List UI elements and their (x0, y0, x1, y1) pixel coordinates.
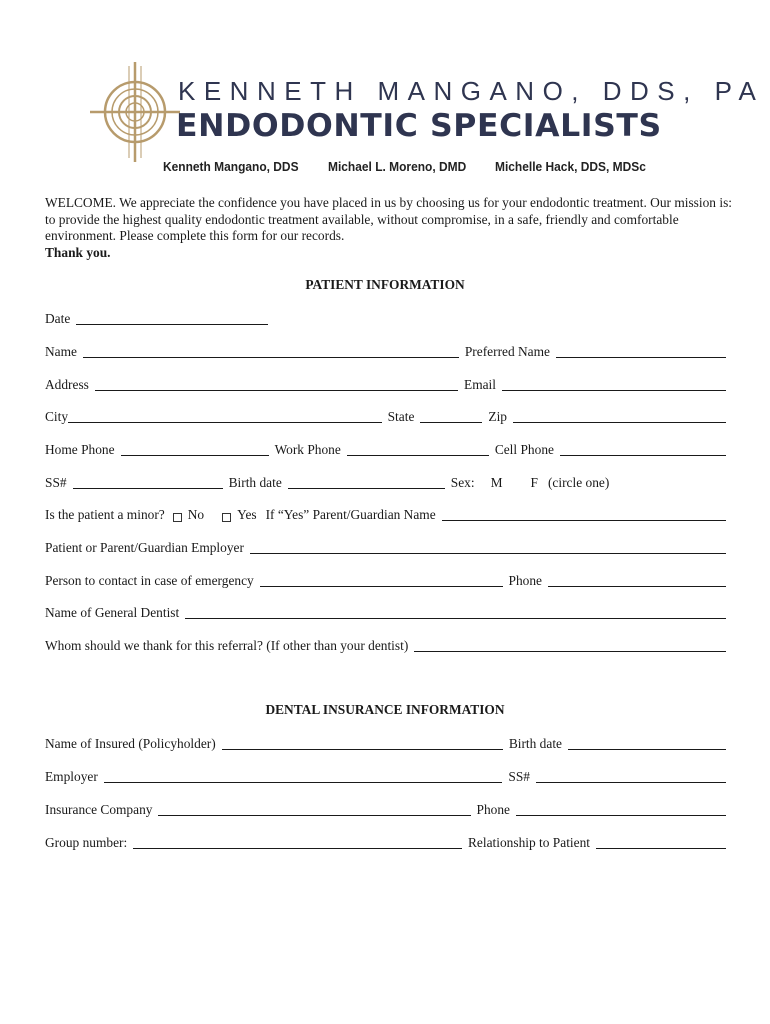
phone-row (45, 440, 726, 458)
circle-one-note: (circle one) (547, 475, 610, 490)
emergency-label: Person to contact in case of emergency (45, 573, 254, 588)
thank-you-text: Thank you. (45, 244, 111, 260)
doctor-list (0, 159, 770, 177)
ss-row (45, 473, 726, 491)
insured-birth-date-label: Birth date (508, 736, 562, 751)
relationship-label: Relationship to Patient (468, 835, 590, 850)
minor-row (45, 505, 726, 523)
patient-info-heading: PATIENT INFORMATION (305, 277, 465, 292)
general-dentist-label: Name of General Dentist (45, 605, 180, 620)
insured-employer-row (45, 767, 726, 785)
email-label: Email (464, 377, 496, 392)
referral-field[interactable] (414, 638, 726, 652)
group-number-row (45, 833, 726, 851)
minor-yes-checkbox[interactable] (222, 513, 231, 522)
emergency-phone-field[interactable] (548, 573, 726, 587)
address-row (45, 375, 726, 393)
insurance-info-heading: DENTAL INSURANCE INFORMATION (265, 702, 505, 717)
insured-ss-field[interactable] (536, 769, 726, 783)
work-phone-field[interactable] (347, 442, 489, 456)
referral-label: Whom should we thank for this referral? (If other than your dentist) (45, 638, 409, 653)
doctor-name: Kenneth Mangano, DDS (163, 159, 299, 174)
name-row (45, 342, 726, 360)
minor-no-label: No (187, 507, 205, 522)
emergency-field[interactable] (260, 573, 503, 587)
date-field[interactable] (76, 311, 268, 325)
insurance-phone-field[interactable] (516, 802, 726, 816)
employer-field[interactable] (250, 540, 726, 554)
insured-name-row (45, 734, 726, 752)
practice-specialty: ENDODONTIC SPECIALISTS (176, 108, 662, 144)
cell-phone-field[interactable] (560, 442, 726, 456)
welcome-text: WELCOME. We appreciate the confidence you have placed in us by choosing us for your endodontic treatment. Our mission is: to provide the highest quality endodontic treatment available, without compromise, in a safe, friendly and comfortable environment. Please complete this form for our records. (45, 195, 732, 243)
date-row (45, 309, 726, 327)
preferred-name-field[interactable] (556, 344, 726, 358)
sex-m-option[interactable]: M (490, 475, 503, 490)
minor-no-checkbox[interactable] (173, 513, 182, 522)
preferred-name-label: Preferred Name (464, 344, 550, 359)
sex-label: Sex: (450, 475, 475, 490)
employer-label: Patient or Parent/Guardian Employer (45, 540, 244, 555)
city-row (45, 407, 726, 425)
emergency-phone-label: Phone (508, 573, 542, 588)
general-dentist-row (45, 603, 726, 621)
state-field[interactable] (420, 409, 482, 423)
date-label: Date (45, 311, 71, 326)
insured-employer-label: Employer (45, 769, 98, 784)
insurance-company-label: Insurance Company (45, 802, 153, 817)
emergency-row (45, 571, 726, 589)
address-label: Address (45, 377, 89, 392)
birth-date-label: Birth date (228, 475, 282, 490)
welcome-message (45, 195, 735, 261)
doctor-name: Michelle Hack, DDS, MDSc (495, 159, 646, 174)
city-field[interactable] (68, 409, 382, 423)
sex-f-option[interactable]: F (530, 475, 538, 490)
insured-birth-date-field[interactable] (568, 736, 726, 750)
zip-label: Zip (488, 409, 507, 424)
crosshair-circle-icon (90, 62, 180, 162)
birth-date-field[interactable] (288, 475, 445, 489)
work-phone-label: Work Phone (274, 442, 341, 457)
home-phone-field[interactable] (121, 442, 269, 456)
ss-field[interactable] (73, 475, 223, 489)
insured-name-label: Name of Insured (Policyholder) (45, 736, 216, 751)
referral-row (45, 636, 726, 654)
city-label: City (45, 409, 69, 424)
group-number-label: Group number: (45, 835, 128, 850)
general-dentist-field[interactable] (185, 605, 726, 619)
insured-ss-label: SS# (508, 769, 530, 784)
address-field[interactable] (95, 377, 458, 391)
insurance-phone-label: Phone (476, 802, 510, 817)
practice-name: KENNETH MANGANO, DDS, PA (178, 76, 765, 106)
state-label: State (387, 409, 415, 424)
guardian-name-label: If “Yes” Parent/Guardian Name (265, 507, 436, 522)
practice-logo (90, 62, 765, 162)
email-field[interactable] (502, 377, 726, 391)
insurance-company-row (45, 800, 726, 818)
insurance-company-field[interactable] (158, 802, 470, 816)
cell-phone-label: Cell Phone (494, 442, 554, 457)
guardian-name-field[interactable] (442, 507, 726, 521)
name-field[interactable] (83, 344, 459, 358)
name-label: Name (45, 344, 77, 359)
zip-field[interactable] (513, 409, 726, 423)
group-number-field[interactable] (133, 835, 462, 849)
employer-row (45, 538, 726, 556)
minor-question: Is the patient a minor? (45, 507, 165, 522)
relationship-field[interactable] (596, 835, 726, 849)
ss-label: SS# (45, 475, 67, 490)
insured-name-field[interactable] (222, 736, 503, 750)
home-phone-label: Home Phone (45, 442, 115, 457)
doctor-name: Michael L. Moreno, DMD (328, 159, 467, 174)
insured-employer-field[interactable] (104, 769, 503, 783)
minor-yes-label: Yes (237, 507, 257, 522)
